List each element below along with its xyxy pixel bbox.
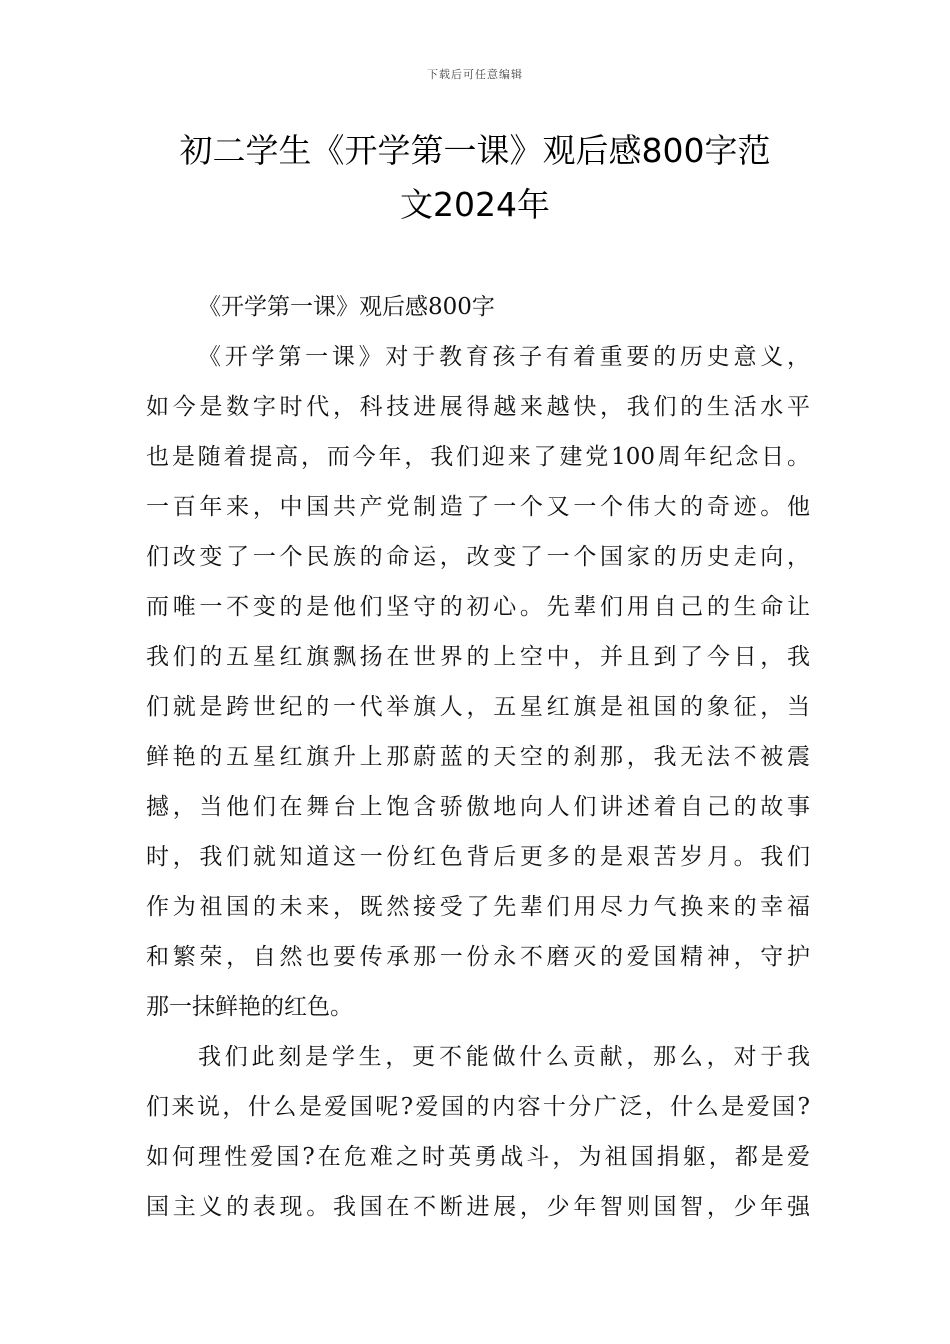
- paragraph-1-line: 也是随着提高，而今年，我们迎来了建党100周年纪念日。: [146, 444, 810, 470]
- paragraph-1-line: 撼，当他们在舞台上饱含骄傲地向人们讲述着自己的故事: [146, 794, 810, 820]
- paragraph-1-line: 如今是数字时代，科技进展得越来越快，我们的生活水平: [146, 394, 810, 420]
- paragraph-1-line: 作为祖国的未来，既然接受了先辈们用尽力气换来的幸福: [146, 894, 810, 920]
- paragraph-1-line: 《开学第一课》对于教育孩子有着重要的历史意义，: [198, 344, 810, 370]
- paragraph-1-line: 们改变了一个民族的命运，改变了一个国家的历史走向，: [146, 544, 810, 570]
- paragraph-2-line: 们来说，什么是爱国呢?爱国的内容十分广泛，什么是爱国?: [146, 1094, 810, 1120]
- paragraph-1: [146, 332, 810, 1032]
- paragraph-1-line: 我们的五星红旗飘扬在世界的上空中，并且到了今日，我: [146, 644, 810, 670]
- paragraph-1-line: 那一抹鲜艳的红色。: [146, 994, 353, 1020]
- paragraph-1-line: 鲜艳的五星红旗升上那蔚蓝的天空的刹那，我无法不被震: [146, 744, 810, 770]
- document-body: [146, 282, 810, 1232]
- paragraph-2: [146, 1032, 810, 1232]
- header-note: 下载后可任意编辑: [427, 68, 523, 81]
- paragraph-2-line: 国主义的表现。我国在不断进展，少年智则国智，少年强: [146, 1194, 810, 1220]
- paragraph-1-line: 一百年来，中国共产党制造了一个又一个伟大的奇迹。他: [146, 494, 810, 520]
- paragraph-2-line: 我们此刻是学生，更不能做什么贡献，那么，对于我: [198, 1044, 810, 1070]
- paragraph-2-line: 如何理性爱国?在危难之时英勇战斗，为祖国捐躯，都是爱: [146, 1144, 810, 1170]
- document-title: [140, 124, 810, 232]
- paragraph-1-line: 们就是跨世纪的一代举旗人，五星红旗是祖国的象征，当: [146, 694, 810, 720]
- paragraph-1-line: 而唯一不变的是他们坚守的初心。先辈们用自己的生命让: [146, 594, 810, 620]
- title-line-1: 初二学生《开学第一课》观后感800字范: [179, 131, 771, 170]
- paragraph-1-line: 和繁荣，自然也要传承那一份永不磨灭的爱国精神，守护: [146, 944, 810, 970]
- title-line-2: 文2024年: [400, 185, 550, 224]
- subtitle: 《开学第一课》观后感800字: [198, 294, 495, 320]
- paragraph-1-line: 时，我们就知道这一份红色背后更多的是艰苦岁月。我们: [146, 844, 810, 870]
